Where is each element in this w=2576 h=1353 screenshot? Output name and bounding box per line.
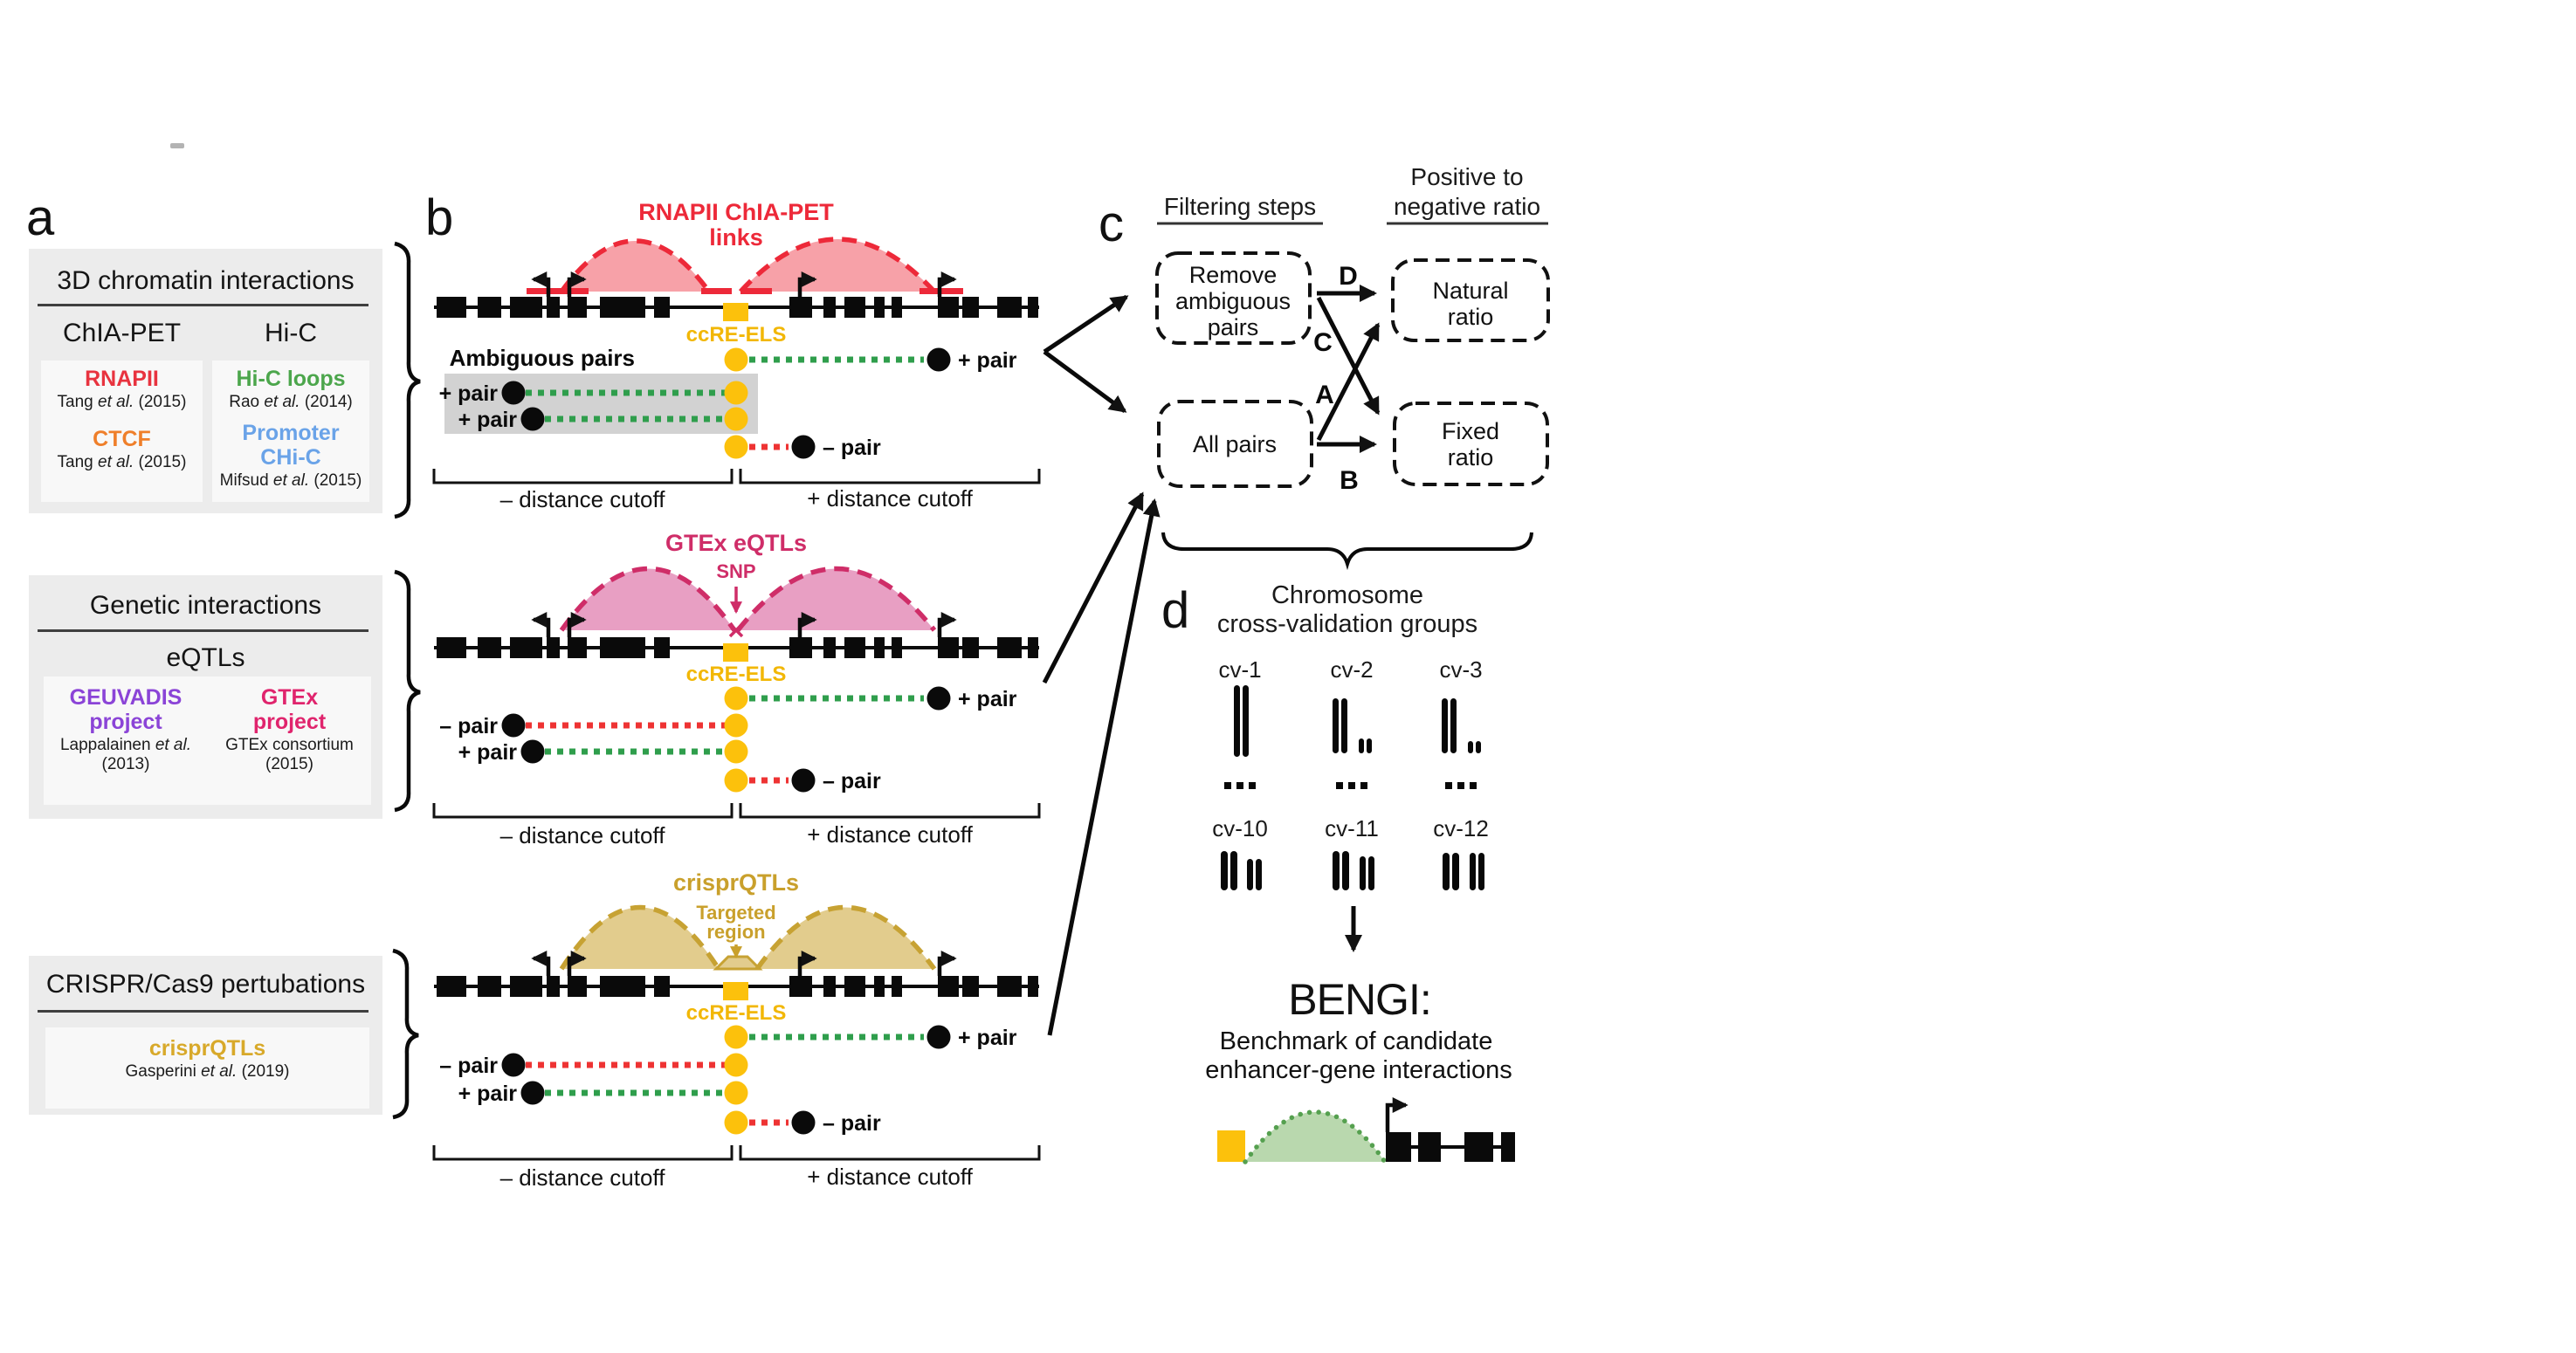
pair-row-positive-right xyxy=(725,348,1017,374)
panel-b-letter: b xyxy=(425,189,454,246)
pair-row-negative-left xyxy=(439,714,747,739)
d2-title: GTEx eQTLs xyxy=(665,530,808,556)
pair-row-negative-left xyxy=(439,1054,747,1079)
arrow-A-label: A xyxy=(1315,381,1334,409)
d3-sub-line2: region xyxy=(706,921,766,943)
cite-text: Lappalainen xyxy=(59,736,155,754)
cv10-label: cv-10 xyxy=(1212,815,1268,841)
cv1-label: cv-1 xyxy=(1218,656,1262,683)
cv11-chromosomes xyxy=(1333,851,1374,890)
col-header-hic: Hi-C xyxy=(265,319,317,347)
cite-year: (2013) xyxy=(101,755,150,773)
distance-bracket xyxy=(434,803,1039,817)
arrow-B-label: B xyxy=(1340,466,1359,495)
cite-etal: et al. xyxy=(98,453,134,471)
natural-box-line2: ratio xyxy=(1447,304,1494,330)
dataset-rnapii: RNAPII xyxy=(85,367,159,391)
ccre-els-square xyxy=(723,982,748,1000)
cite-text: Tang xyxy=(57,453,99,471)
fixed-box-line2: ratio xyxy=(1447,444,1494,470)
natural-box-line1: Natural xyxy=(1432,278,1509,304)
pair-label: + pair xyxy=(458,740,517,765)
cite-etal: et al. xyxy=(201,1062,238,1081)
bengi-subtitle-line2: enhancer-gene interactions xyxy=(1205,1056,1512,1084)
panel-a-letter: a xyxy=(26,189,55,246)
panel-c xyxy=(1157,163,1548,564)
dataset-promoter-chic: Promoter CHi-C xyxy=(242,421,340,470)
ccre-els-label: ccRE-ELS xyxy=(685,323,787,347)
cite-text: Mifsud xyxy=(219,471,273,490)
panel-c-letter: c xyxy=(1099,196,1124,252)
distance-bracket xyxy=(434,469,1039,483)
remove-box-line2: ambiguous xyxy=(1174,288,1291,314)
cite-year: (2019) xyxy=(237,1062,290,1081)
remove-box-line1: Remove xyxy=(1188,262,1278,288)
connector-arrows xyxy=(1044,297,1154,1035)
cv-title-line2: cross-validation groups xyxy=(1216,610,1478,638)
cv10-chromosomes xyxy=(1221,851,1262,890)
pair-row-positive-right xyxy=(725,687,1017,712)
remove-box-line3: pairs xyxy=(1207,314,1259,340)
enhancer-square xyxy=(1217,1130,1245,1162)
d3-sub-line1: Targeted xyxy=(696,902,776,924)
ellipsis-dots xyxy=(1224,782,1477,789)
pair-label: + pair xyxy=(958,348,1017,373)
plus-cutoff-label: + distance cutoff xyxy=(807,1164,973,1190)
ccre-els-square xyxy=(723,303,748,321)
cite-year: (2015) xyxy=(134,453,187,471)
ccre-els-label: ccRE-ELS xyxy=(685,663,787,686)
dataset-crisprqtls: crisprQTLs xyxy=(148,1036,266,1061)
pair-label: + pair xyxy=(958,687,1017,711)
diagram-gtex-eqtls xyxy=(434,530,1039,848)
cv2-chromosomes xyxy=(1333,698,1372,753)
pair-label: – pair xyxy=(823,769,881,793)
dataset-hic-loops: Hi-C loops xyxy=(236,367,346,391)
pair-row-negative-right xyxy=(725,1111,881,1137)
cite-text: GTEx consortium (2015) xyxy=(225,736,354,773)
pair-label: + pair xyxy=(458,1082,517,1106)
diagram-rnapii-chiapet xyxy=(434,199,1039,512)
panel-d xyxy=(1205,581,1515,1162)
cv1-chromosomes xyxy=(1234,685,1249,757)
cite-year: (2015) xyxy=(309,471,362,490)
ambiguous-pairs-label: Ambiguous pairs xyxy=(449,345,635,371)
dataset-gtex: GTEx project xyxy=(252,685,327,734)
ccre-els-square xyxy=(723,643,748,662)
cite-year: (2015) xyxy=(134,393,187,411)
cv-title-line1: Chromosome xyxy=(1271,581,1424,609)
ratio-header-line2: negative ratio xyxy=(1393,193,1541,220)
brace-c-to-d xyxy=(1163,532,1532,564)
cite-etal: et al. xyxy=(272,471,310,490)
arrow-chiapet-to-remove xyxy=(1044,297,1126,352)
arrow-D-label: D xyxy=(1339,262,1358,291)
pair-label: – pair xyxy=(823,436,881,460)
bengi-title: BENGI: xyxy=(1288,975,1431,1024)
cv12-label: cv-12 xyxy=(1433,815,1489,841)
arrow-C-label: C xyxy=(1313,328,1333,357)
cite-text: Tang xyxy=(57,393,99,411)
cite-year: (2014) xyxy=(300,393,353,411)
cite-text: Rao xyxy=(229,393,265,411)
pair-label: – pair xyxy=(439,1054,498,1078)
pair-label: + pair xyxy=(958,1026,1017,1050)
pair-row-negative-right xyxy=(725,436,881,461)
bengi-interaction-diagram xyxy=(1217,1105,1515,1162)
cite-etal: et al. xyxy=(264,393,300,411)
brace-crispr xyxy=(393,951,418,1117)
plus-cutoff-label: + distance cutoff xyxy=(807,485,973,512)
panel-d-letter: d xyxy=(1161,582,1190,639)
d1-title-line2: links xyxy=(709,224,763,251)
cite-etal: et al. xyxy=(98,393,134,411)
pair-label: – pair xyxy=(823,1111,881,1136)
pair-row-positive-right xyxy=(725,1026,1017,1051)
fixed-box-line1: Fixed xyxy=(1441,418,1500,444)
box-crispr-title: CRISPR/Cas9 pertubations xyxy=(45,970,366,999)
filtering-steps-header: Filtering steps xyxy=(1163,193,1317,220)
d3-title: crisprQTLs xyxy=(672,869,800,896)
cv2-label: cv-2 xyxy=(1330,656,1374,683)
ratio-header-line1: Positive to xyxy=(1410,163,1524,190)
cite-text: Gasperini xyxy=(125,1062,202,1081)
pair-row-positive-left xyxy=(458,740,748,766)
pair-label: – pair xyxy=(439,714,498,738)
pair-label: + pair xyxy=(458,408,517,432)
distance-bracket xyxy=(434,1145,1039,1159)
d2-snp-label: SNP xyxy=(716,560,756,582)
cv12-chromosomes xyxy=(1443,853,1484,890)
brace-3d-chromatin xyxy=(395,244,420,517)
cv11-label: cv-11 xyxy=(1325,815,1379,841)
dataset-ctcf: CTCF xyxy=(93,427,151,451)
bengi-arc-fill xyxy=(1245,1112,1385,1162)
cv3-label: cv-3 xyxy=(1439,656,1483,683)
pair-label: + pair xyxy=(438,381,498,406)
box-genetic-title: Genetic interactions xyxy=(89,591,322,620)
bengi-subtitle-line1: Benchmark of candidate xyxy=(1219,1027,1493,1055)
arrow-crispr-to-allpairs xyxy=(1050,501,1154,1035)
minus-cutoff-label: – distance cutoff xyxy=(499,1164,665,1191)
ccre-els-label: ccRE-ELS xyxy=(685,1001,787,1025)
all-pairs-box-label: All pairs xyxy=(1192,431,1278,457)
eqtls-subheader: eQTLs xyxy=(166,643,245,672)
minus-cutoff-label: – distance cutoff xyxy=(499,822,665,848)
bengi-tss-arrow xyxy=(1388,1105,1406,1132)
dataset-geuvadis: GEUVADIS project xyxy=(69,685,183,734)
arrow-chiapet-to-allpairs xyxy=(1044,352,1125,411)
col-header-chiapet: ChIA-PET xyxy=(62,319,182,347)
box-3d-title: 3D chromatin interactions xyxy=(57,266,355,295)
diagram-crisprqtls xyxy=(434,869,1039,1191)
pair-row-negative-right xyxy=(725,769,881,794)
plus-cutoff-label: + distance cutoff xyxy=(807,821,973,848)
arrow-gtex-to-allpairs xyxy=(1044,494,1142,683)
cite-etal: et al. xyxy=(155,736,192,754)
cv3-chromosomes xyxy=(1442,698,1481,753)
minus-cutoff-label: – distance cutoff xyxy=(499,486,665,512)
pair-row-positive-left xyxy=(458,1082,748,1107)
brace-genetic xyxy=(395,572,420,810)
d1-title-line1: RNAPII ChIA-PET xyxy=(638,199,834,225)
